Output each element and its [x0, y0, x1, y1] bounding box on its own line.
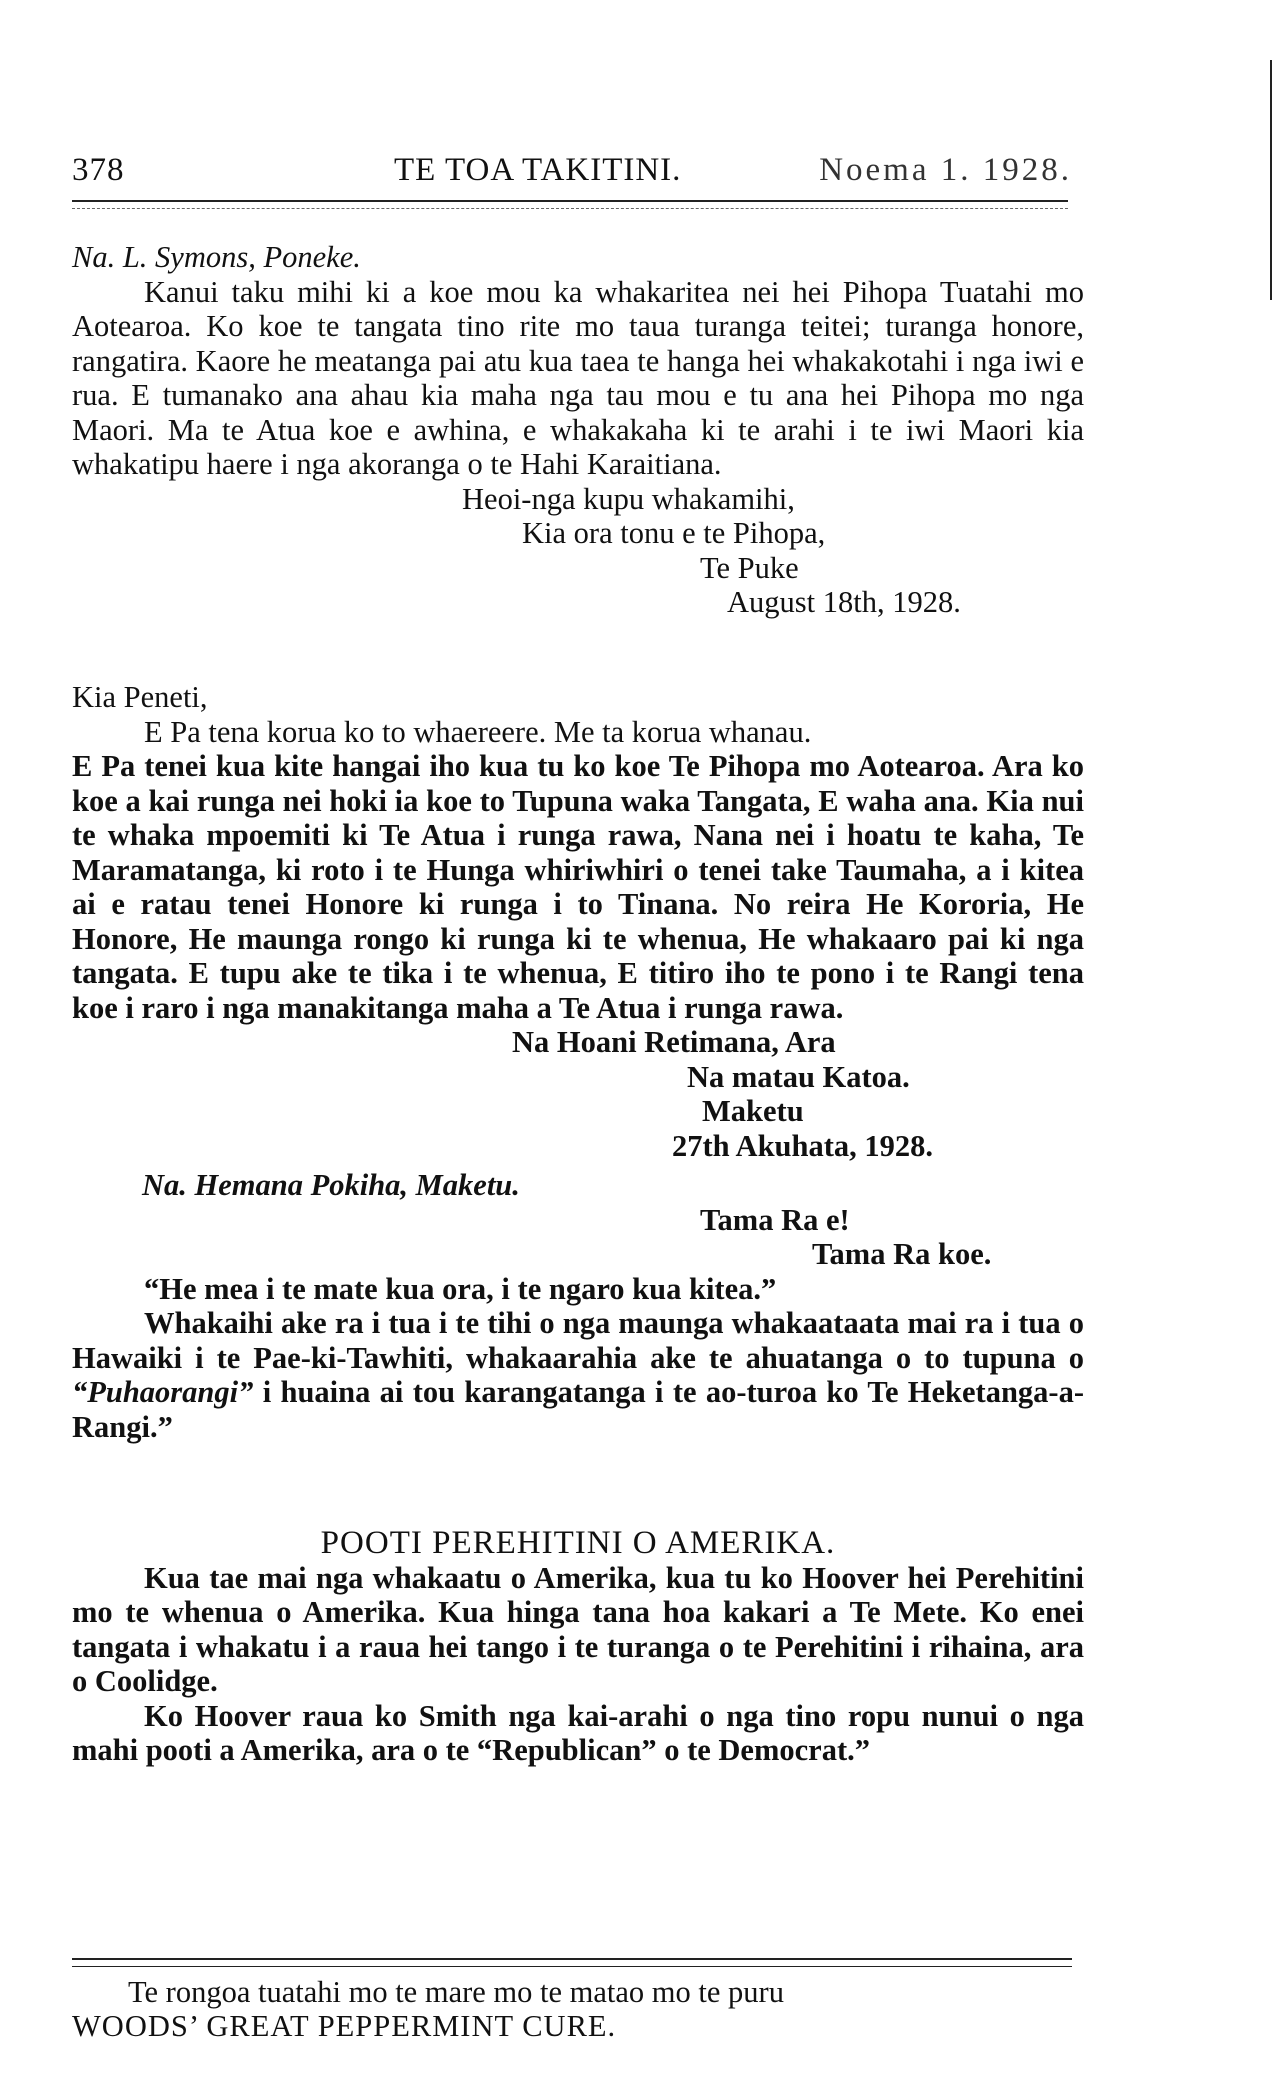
letter-closing-line: Kia ora tonu e te Pihopa, — [522, 516, 826, 550]
footer-rule — [72, 1958, 1072, 1960]
advert-product: WOODS’ GREAT PEPPERMINT CURE. — [72, 2009, 617, 2043]
letter-author: Na. L. Symons, Poneke. — [72, 240, 361, 274]
advert-line: Te rongoa tuatahi mo te mare mo te matao mo te puru — [128, 1975, 784, 2009]
letter-retimana — [72, 680, 1084, 1163]
footer-rule — [72, 1966, 1072, 1967]
article-heading: POOTI PEREHITINI O AMERIKA. — [320, 1525, 836, 1561]
letter-body-italic: “Puhaorangi” — [72, 1375, 254, 1409]
article-election — [72, 1526, 1084, 1768]
letter-pokiha — [72, 1160, 1084, 1444]
page-header — [72, 152, 1072, 192]
letter-body: E Pa tenei kua kite hangai iho kua tu ko koe Te Pihopa mo Aotearoa. Ara ko koe a kai runga nei hoki ia koe to Tupuna waka Tangata, E waha ana. Kia nui te whaka mpoemiti ki Te Atua i runga rawa, Nana nei i hoatu te kaha, Te Maramatanga, ki roto i te Hunga whiriwhiri o tenei take Taumaha, a i kitea ai e ratau tenei Honore ki runga i to Tinana. No reira He Kororia, He Honore, He maunga rongo ki runga ki te whenua, He whakaaro pai ki nga tangata. E tupu ake te tika i te whenua, E titiro iho te pono i te Rangi tena koe i raro i nga manakitanga maha a Te Atua i runga rawa. — [72, 749, 1084, 1025]
letter-place: Maketu — [702, 1094, 804, 1128]
publication-title: TE TOA TAKITINI. — [394, 152, 682, 188]
letter-body-text: Whakaihi ake ra i tua i te tihi o nga maunga whakaataata mai ra i tua o Hawaiki i te Pae-ki-Tawhiti, whakaarahia ake te ahuatanga o to tupuna o — [72, 1306, 1084, 1375]
letter-closing-line: Heoi-nga kupu whakamihi, — [462, 481, 795, 516]
letter-closing-line: Na matau Katoa. — [687, 1059, 910, 1094]
letter-closing-line: Na Hoani Retimana, Ara — [512, 1025, 836, 1059]
letter-quote: “He mea i te mate kua ora, i te ngaro kua kitea.” — [144, 1271, 777, 1306]
letter-salutation: Kia Peneti, — [72, 680, 208, 714]
article-paragraph: Kua tae mai nga whakaatu o Amerika, kua tu ko Hoover hei Perehitini mo te whenua o Amerika. Kua hinga tana hoa kakari a Te Mete. Ko enei tangata i whakatu i a raua hei tango i te turanga o te Perehitini i rihaina, ara o Coolidge. — [72, 1560, 1084, 1698]
header-rule — [72, 200, 1068, 202]
letter-date: 27th Akuhata, 1928. — [672, 1128, 934, 1163]
letter-opening-line: E Pa tena korua ko to whaereere. Me ta korua whanau. — [144, 714, 812, 749]
letter-body — [72, 1306, 1084, 1444]
letter-date: August 18th, 1928. — [727, 585, 961, 619]
letter-body: Kanui taku mihi ki a koe mou ka whakaritea nei hei Pihopa Tuatahi mo Aotearoa. Ko koe te tangata tino rite mo taua turanga teitei; turanga honore, rangatira. Kaore he meatanga pai atu kua taea te hanga hei whakakotahi i nga iwi e rua. E tumanako ana ahau kia maha nga tau mou e tu ana hei Pihopa mo nga Maori. Ma te Atua koe e awhina, e whakakaha ki te arahi i te iwi Maori kia whakatipu haere i nga akoranga o te Hahi Karaitiana. — [72, 274, 1084, 481]
letter-symons — [72, 240, 1084, 620]
letter-author: Na. Hemana Pokiha, Maketu. — [142, 1168, 520, 1202]
page-edge-line — [1270, 60, 1272, 300]
article-paragraph: Ko Hoover raua ko Smith nga kai-arahi o nga tino ropu nunui o nga mahi pooti a Amerika, ara o te “Republican” o te Democrat.” — [72, 1698, 1084, 1767]
header-rule-dashed — [72, 208, 1068, 209]
letter-greeting: Tama Ra koe. — [812, 1237, 992, 1271]
advert-footer — [72, 1958, 1072, 2043]
page-number: 378 — [72, 152, 125, 188]
letter-greeting: Tama Ra e! — [700, 1202, 850, 1237]
letter-signature: Te Puke — [700, 550, 799, 585]
issue-date: Noema 1. 1928. — [819, 152, 1072, 188]
letter-body-text: i huaina ai tou karangatanga i te ao-turoa ko Te Heketanga-a-Rangi.” — [72, 1375, 1084, 1444]
